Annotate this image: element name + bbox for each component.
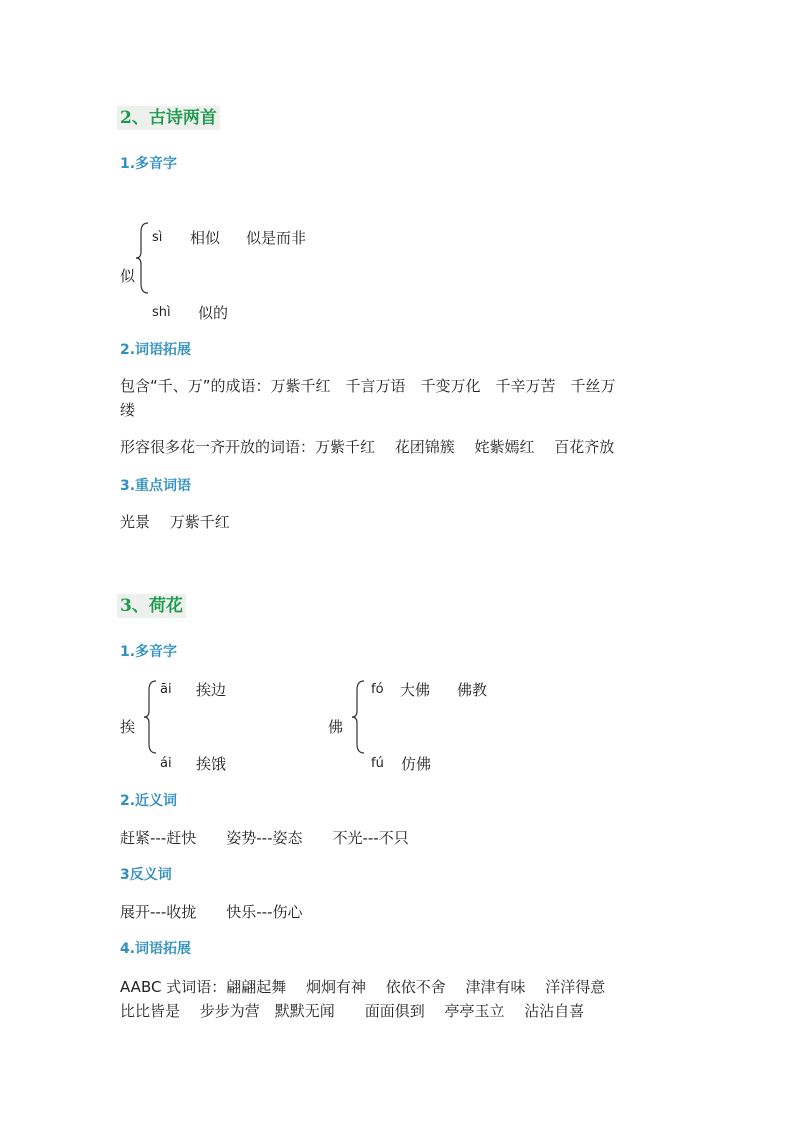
word-fojiao: 佛教 <box>457 681 488 699</box>
brace-icon <box>142 680 158 754</box>
word-aibian: 挨边 <box>196 681 227 699</box>
word-xiangsi: 相似 <box>190 229 221 247</box>
word-fangfu: 仿佛 <box>401 755 432 773</box>
pinyin-fu2: fú <box>371 756 384 771</box>
lesson3-expand-heading: 4.词语拓展 <box>120 941 192 957</box>
lesson3-synonyms-heading: 2.近义词 <box>120 793 178 809</box>
brace-icon <box>134 222 150 294</box>
key-words: 光景 万紫千红 <box>120 513 230 531</box>
expand-line1a: 包含“千、万”的成语：万紫千红 千言万语 千变万化 千辛万苦 千丝万 <box>120 377 616 395</box>
lesson3-expand-line1: AABC 式词语：翩翩起舞 炯炯有神 依依不舍 津津有味 洋洋得意 <box>120 978 606 996</box>
pinyin-shi4: shì <box>152 305 171 320</box>
word-sishierfei: 似是而非 <box>246 229 307 247</box>
expand-line2: 形容很多花一齐开放的词语：万紫千红 花团锦簇 姹紫嫣红 百花齐放 <box>120 438 615 456</box>
pinyin-ai2: ái <box>160 756 172 771</box>
lesson3-expand-line2: 比比皆是 步步为营 默默无闻 面面俱到 亭亭玉立 沾沾自喜 <box>120 1002 585 1020</box>
char-si: 似 <box>120 267 136 285</box>
lesson2-title: 2、古诗两首 <box>117 106 220 130</box>
word-dafo: 大佛 <box>400 681 431 699</box>
lesson3-polyphonic-heading: 1.多音字 <box>120 644 178 660</box>
expand-line1b: 缕 <box>120 401 136 419</box>
lesson2-polyphonic-heading: 1.多音字 <box>120 156 178 172</box>
char-fo: 佛 <box>328 718 344 736</box>
lesson3-title: 3、荷花 <box>117 594 186 618</box>
word-aie: 挨饿 <box>196 755 227 773</box>
lesson2-expand-heading: 2.词语拓展 <box>120 342 192 358</box>
pinyin-fo2: fó <box>371 682 384 697</box>
word-side: 似的 <box>198 304 229 322</box>
pinyin-ai1: āi <box>160 682 172 697</box>
lesson3-antonyms-heading: 3反义词 <box>120 867 172 883</box>
brace-icon <box>350 680 366 754</box>
antonyms-line: 展开---收拢 快乐---伤心 <box>120 903 303 921</box>
lesson2-key-heading: 3.重点词语 <box>120 478 192 494</box>
char-ai: 挨 <box>120 718 136 736</box>
pinyin-si4: sì <box>152 230 163 245</box>
synonyms-line: 赶紧---赶快 姿势---姿态 不光---不只 <box>120 829 409 847</box>
